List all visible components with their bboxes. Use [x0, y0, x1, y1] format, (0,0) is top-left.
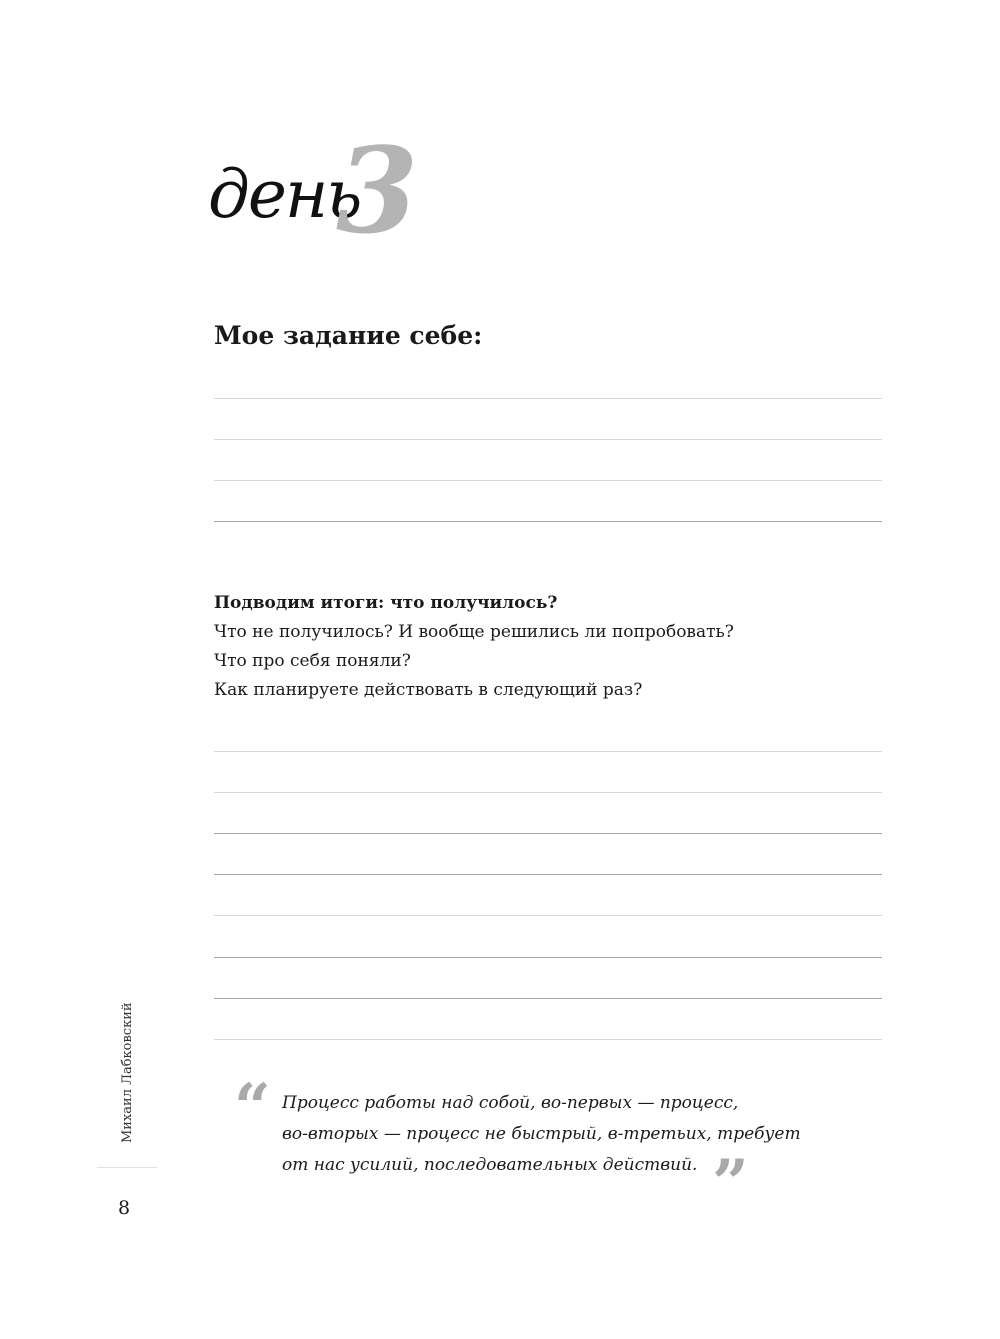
quote-block [234, 1070, 858, 1221]
writing-line [214, 874, 882, 875]
writing-line [214, 998, 882, 999]
author-name-vertical [112, 998, 142, 1143]
day-heading-number: 3 [336, 121, 419, 260]
writing-line [214, 792, 882, 793]
quote-line: от нас усилий, последовательных действий. [282, 1155, 698, 1175]
page-number: 8 [118, 1197, 131, 1219]
writing-line [214, 957, 882, 958]
footer-divider [97, 1167, 157, 1168]
quote-line: Процесс работы над собой, во-первых — процесс, [282, 1093, 739, 1113]
quote-text [282, 1088, 862, 1181]
writing-line [214, 398, 882, 399]
writing-line [214, 915, 882, 916]
summary-question: Что про себя поняли? [214, 651, 411, 671]
writing-line [214, 439, 882, 440]
writing-line [214, 751, 882, 752]
quote-open-mark: “ [234, 1070, 271, 1145]
quote-line: во-вторых — процесс не быстрый, в-третьих, требует [282, 1124, 801, 1144]
summary-question: Как планируете действовать в следующий раз? [214, 680, 643, 700]
quote-close-mark: ” [712, 1146, 749, 1221]
writing-line [214, 480, 882, 481]
writing-line [214, 833, 882, 834]
task-section-title: Мое задание себе: [214, 321, 483, 350]
summary-lead: Подводим итоги: что получилось? [214, 593, 558, 613]
author-name: Михаил Лабковский [120, 1002, 135, 1143]
writing-line [214, 1039, 882, 1040]
writing-line [214, 521, 882, 522]
day-heading-word: день [208, 156, 361, 233]
summary-prompt [214, 589, 894, 705]
day-heading [208, 121, 428, 280]
summary-question: Что не получилось? И вообще решились ли попробовать? [214, 622, 734, 642]
